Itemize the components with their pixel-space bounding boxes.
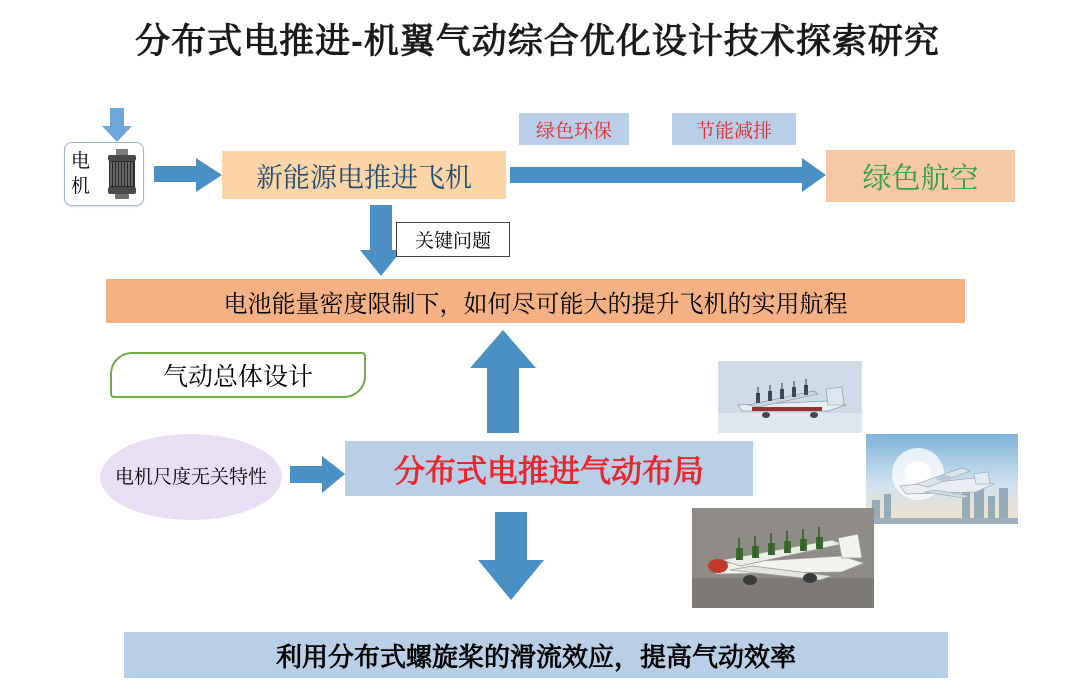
arrow-motorscale-to-deplayout [290, 456, 345, 493]
electric-motor-icon [105, 149, 139, 199]
aircraft-photo-distributed-propeller-concept [718, 361, 862, 433]
arrow-newenergy-to-greenaviation [510, 158, 826, 192]
motor-label: 电机 [71, 151, 91, 197]
arrow-deplayout-to-battery [470, 330, 536, 433]
aircraft-photo-turboprop-distributed [692, 508, 874, 608]
key-issue-label: 关键问题 [396, 222, 510, 257]
page-title: 分布式电推进-机翼气动综合优化设计技术探索研究 [135, 22, 940, 61]
tag-energy-saving: 节能减排 [672, 113, 796, 145]
battery-energy-density-node: 电池能量密度限制下，如何尽可能大的提升飞机的实用航程 [106, 279, 965, 323]
arrow-deplayout-to-slipstream [478, 512, 544, 600]
new-energy-aircraft-node: 新能源电推进飞机 [222, 151, 506, 199]
aircraft-photo-blended-wing-sunset [866, 434, 1018, 524]
distributed-electric-propulsion-layout-node: 分布式电推进气动布局 [345, 441, 753, 496]
green-aviation-node: 绿色航空 [826, 150, 1015, 202]
arrow-into-motor [102, 108, 132, 142]
tag-green-environment: 绿色环保 [519, 113, 629, 145]
slipstream-effect-node: 利用分布式螺旋桨的滑流效应，提高气动效率 [124, 632, 948, 678]
motor-scale-independence-node: 电机尺度无关特性 [100, 434, 282, 520]
aero-overall-design-node: 气动总体设计 [110, 352, 366, 398]
arrow-motor-to-newenergy [154, 158, 222, 192]
motor-node [64, 142, 144, 206]
